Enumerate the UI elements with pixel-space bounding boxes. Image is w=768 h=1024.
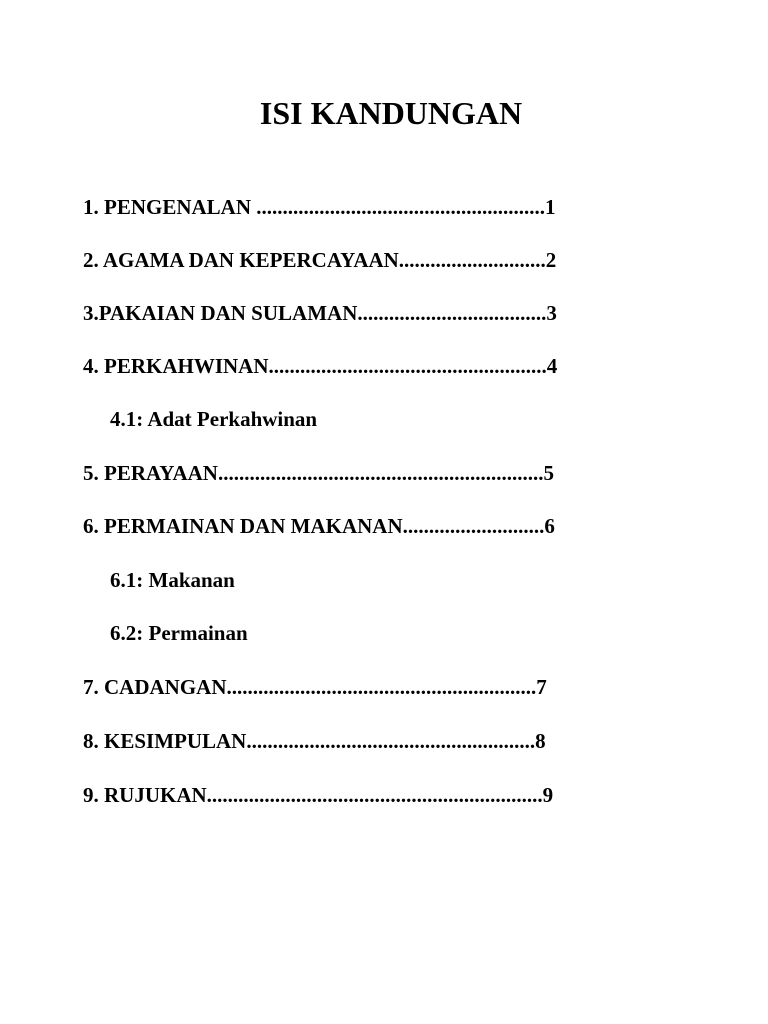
toc-entry-perkahwinan: 4. PERKAHWINAN.....................................................4: [83, 354, 558, 378]
toc-entry-rujukan: 9. RUJUKAN................................................................9: [83, 783, 554, 807]
toc-entry-pakaian-dan-sulaman: 3.PAKAIAN DAN SULAMAN....................................3: [83, 301, 557, 325]
toc-subentry-makanan: 6.1: Makanan: [110, 568, 235, 592]
toc-entry-kesimpulan: 8. KESIMPULAN.......................................................8: [83, 729, 546, 753]
toc-entry-pengenalan: 1. PENGENALAN .......................................................1: [83, 195, 556, 219]
toc-entry-cadangan: 7. CADANGAN...........................................................7: [83, 675, 547, 699]
page-title: ISI KANDUNGAN: [259, 95, 523, 131]
toc-entry-permainan-dan-makanan: 6. PERMAINAN DAN MAKANAN...........................6: [83, 514, 555, 538]
toc-entry-perayaan: 5. PERAYAAN..............................................................5: [83, 461, 554, 485]
toc-subentry-adat-perkahwinan: 4.1: Adat Perkahwinan: [110, 407, 318, 431]
toc-entry-agama-dan-kepercayaan: 2. AGAMA DAN KEPERCAYAAN............................2: [83, 248, 557, 272]
toc-subentry-permainan: 6.2: Permainan: [110, 621, 248, 645]
